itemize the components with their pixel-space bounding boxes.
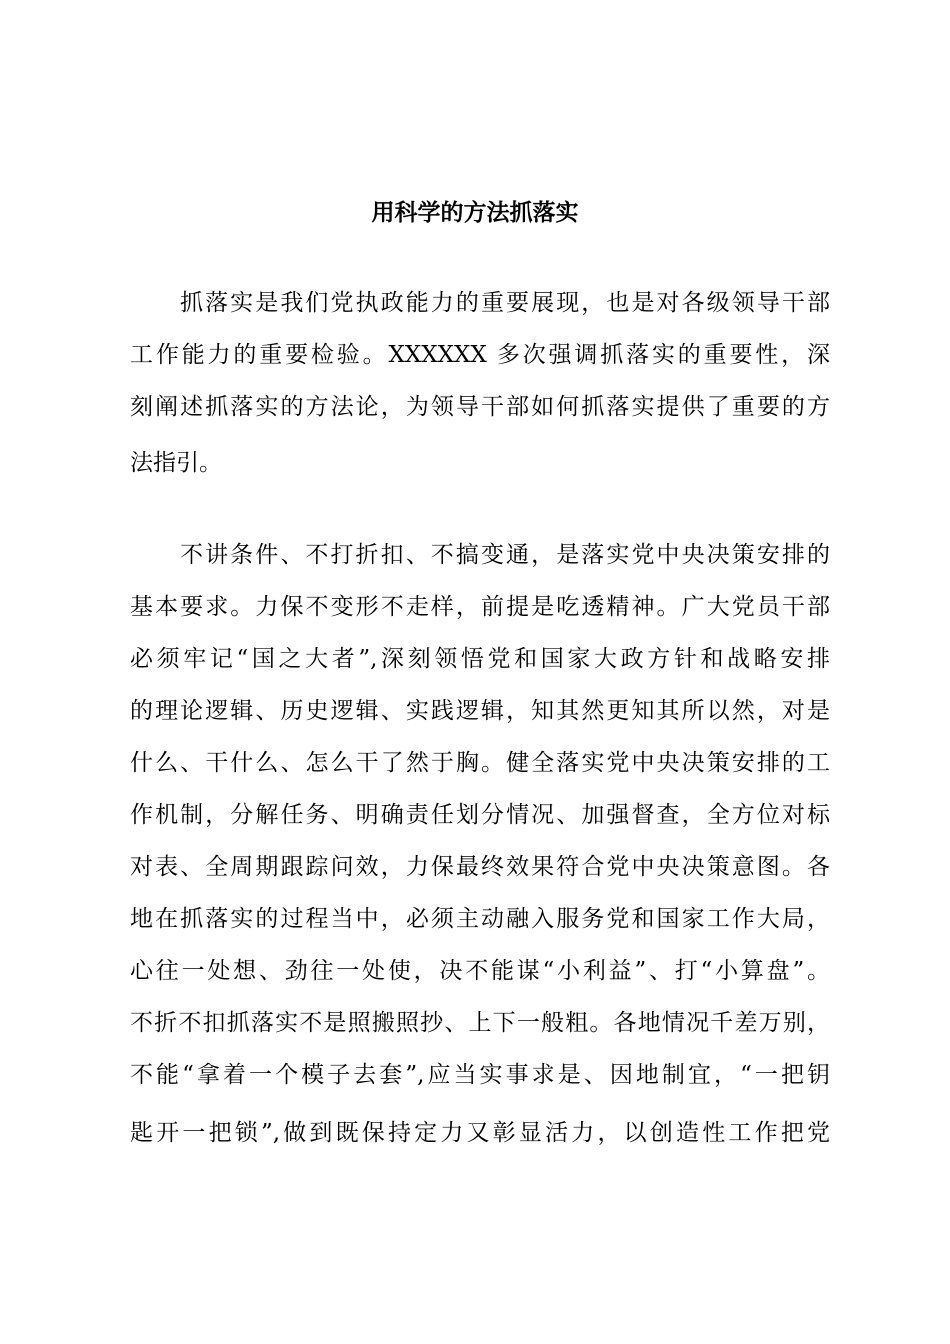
- paragraph-line: 法指引。: [130, 450, 222, 476]
- paragraph-line: 抓落实是我们党执政能力的重要展现，也是对各级领导干部: [180, 290, 830, 316]
- paragraph-line: 不能“拿着一个模子去套”,应当实事求是、因地制宜，“一把钥: [130, 1062, 830, 1088]
- paragraph-line: 刻阐述抓落实的方法论，为领导干部如何抓落实提供了重要的方: [130, 394, 830, 420]
- paragraph-line: 地在抓落实的过程当中，必须主动融入服务党和国家工作大局，: [130, 906, 830, 932]
- paragraph-line: 工作能力的重要检验。XXXXXX 多次强调抓落实的重要性，深: [130, 342, 830, 368]
- paragraph-line: 不折不扣抓落实不是照搬照抄、上下一般粗。各地情况千差万别，: [130, 1010, 830, 1036]
- paragraph-line: 基本要求。力保不变形不走样，前提是吃透精神。广大党员干部: [130, 594, 830, 620]
- paragraph-line: 什么、干什么、怎么干了然于胸。健全落实党中央决策安排的工: [130, 750, 830, 776]
- paragraph-line: 对表、全周期跟踪问效，力保最终效果符合党中央决策意图。各: [130, 854, 830, 880]
- paragraph-line: 匙开一把锁”,做到既保持定力又彰显活力，以创造性工作把党: [130, 1120, 830, 1146]
- paragraph-line: 必须牢记“国之大者”,深刻领悟党和国家大政方针和战略安排: [130, 646, 830, 672]
- paragraph-line: 的理论逻辑、历史逻辑、实践逻辑，知其然更知其所以然，对是: [130, 698, 830, 724]
- paragraph-line: 心往一处想、劲往一处使，决不能谋“小利益”、打“小算盘”。: [130, 958, 830, 984]
- paragraph-line: 作机制，分解任务、明确责任划分情况、加强督查，全方位对标: [130, 802, 830, 828]
- document-title: 用科学的方法抓落实: [371, 200, 579, 226]
- paragraph-line: 不讲条件、不打折扣、不搞变通，是落实党中央决策安排的: [180, 542, 830, 568]
